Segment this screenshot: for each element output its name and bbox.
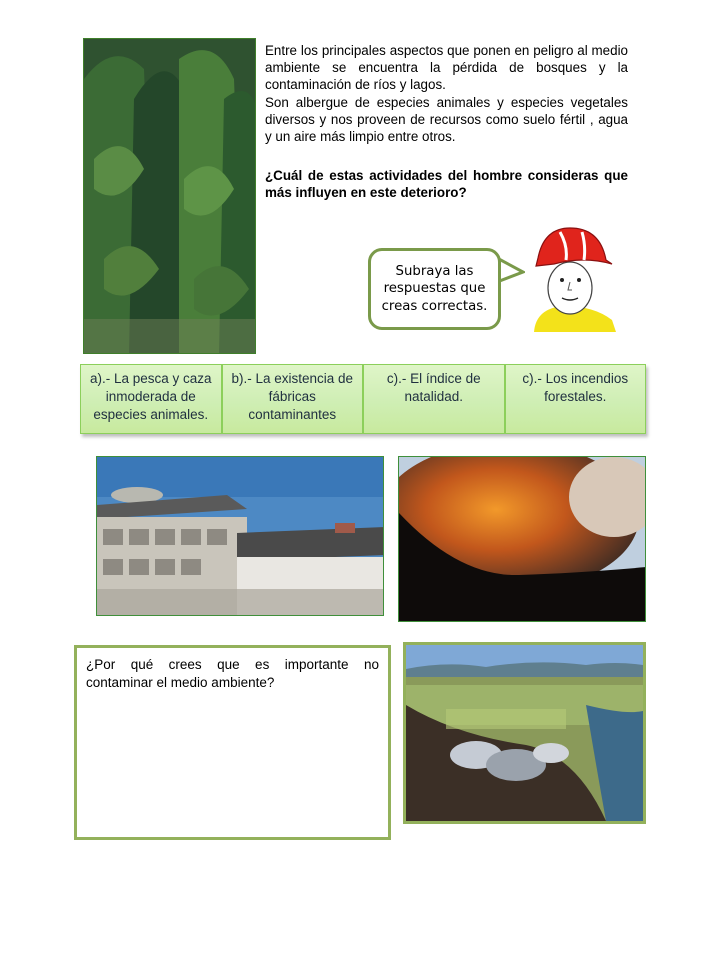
forest-photo — [83, 38, 256, 354]
worker-with-helmet-illustration — [524, 220, 616, 332]
open-question-box[interactable] — [74, 645, 391, 840]
intro-paragraph-2: Son albergue de especies animales y especies vegetales diversos y nos proveen de recursos como suelo fértil , agua y un aire más limpio entre otros. — [265, 94, 628, 145]
factory-photo — [96, 456, 384, 616]
polluted-wetland-photo — [403, 642, 646, 824]
answer-options — [80, 364, 646, 434]
option-c-natalidad[interactable]: c).- El índice de natalidad. — [363, 364, 505, 434]
main-question: ¿Cuál de estas actividades del hombre consideras que más influyen en este deterioro? — [265, 168, 628, 201]
speech-bubble: Subraya las respuestas que creas correctas. — [368, 248, 501, 330]
intro-paragraph-1: Entre los principales aspectos que ponen en peligro al medio ambiente se encuentra la pérdida de bosques y la contaminación de ríos y lagos. — [265, 43, 628, 93]
open-question-text: ¿Por qué crees que es importante no contaminar el medio ambiente? — [86, 657, 379, 690]
option-a[interactable]: a).- La pesca y caza inmoderada de especies animales. — [80, 364, 222, 434]
option-c-incendios[interactable]: c).- Los incendios forestales. — [505, 364, 647, 434]
option-b[interactable]: b).- La existencia de fábricas contaminantes — [222, 364, 364, 434]
forest-fire-photo — [398, 456, 646, 622]
intro-text — [265, 42, 628, 145]
bubble-tail — [497, 254, 525, 286]
